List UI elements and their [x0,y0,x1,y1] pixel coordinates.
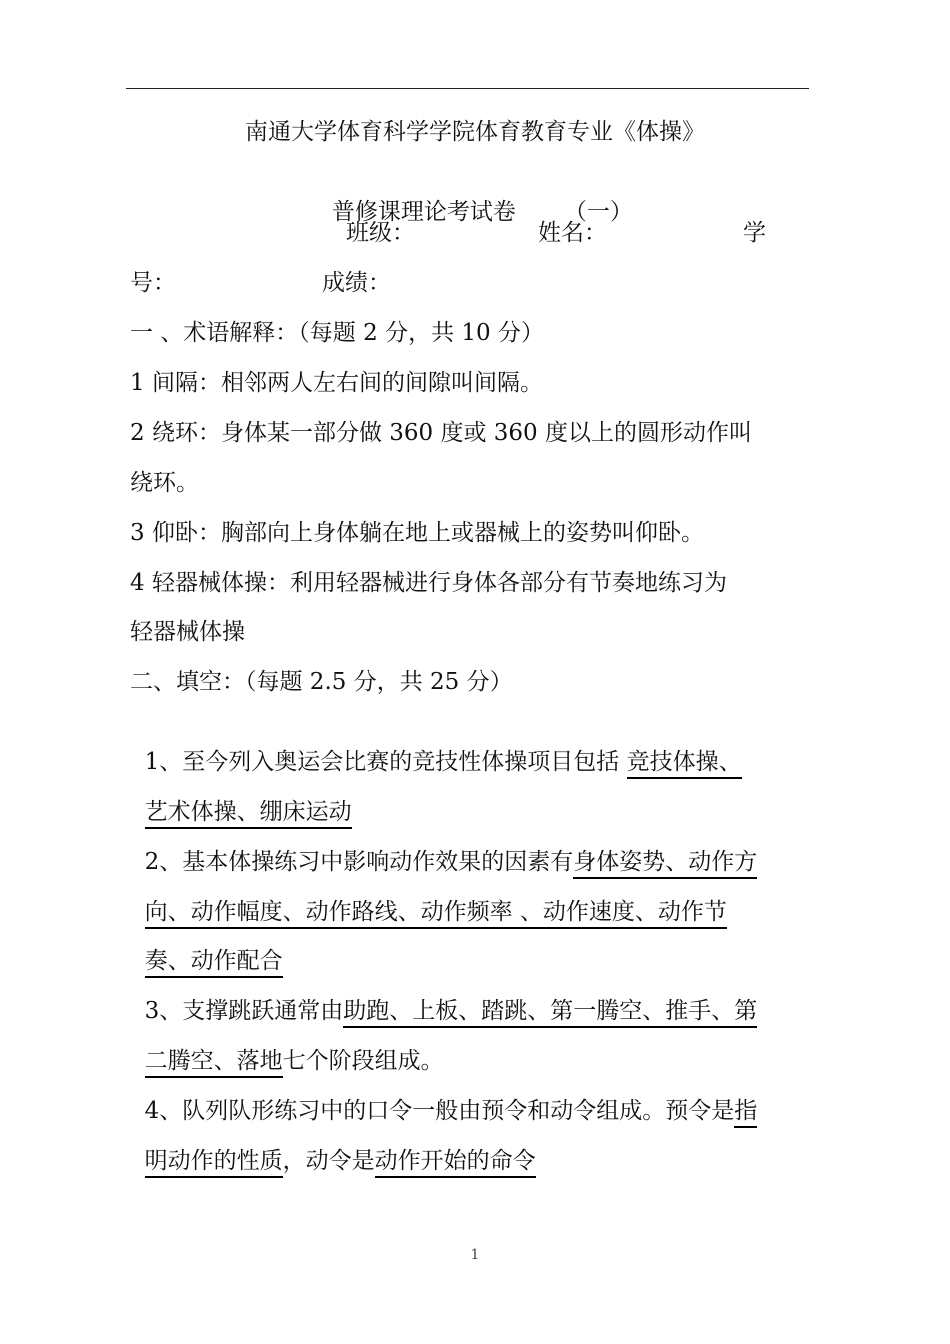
answer-underline: 向、动作幅度、动作路线、动作频率 、动作速度、动作节 [145,899,727,929]
term-item: 3 仰卧：胸部向上身体躺在地上或器械上的姿势叫仰卧。 [130,520,704,546]
score-label: 成绩： [322,270,391,296]
question-text: 七个阶段组成。 [282,1048,444,1074]
answer-underline: 艺术体操、绷床运动 [145,799,352,829]
question-text: 3、支撑跳跃通常由 [144,998,344,1024]
answer-underline: 明动作的性质 [145,1148,283,1178]
answer-underline: 指 [734,1098,757,1128]
question-text: ，动令是 [282,1148,375,1174]
question-text: 4、队列队形练习中的口令一般由预令和动令组成。预令是 [144,1098,735,1124]
term-item-continued: 轻器械体操 [130,619,245,645]
exam-title-text: 普修课理论考试卷 [331,199,516,225]
section2-heading: 二、填空：（每题 2.5 分，共 25 分） [130,669,513,695]
answer-underline: 助跑、上板、踏跳、第一腾空、推手、第 [343,998,757,1028]
answer-underline: 竞技体操、 [627,749,742,779]
exam-number: （一） [563,199,633,225]
question-text: 2、基本体操练习中影响动作效果的因素有 [144,849,574,875]
page-number: 1 [470,1247,480,1263]
name-label: 姓名： [538,220,607,246]
answer-underline: 动作开始的命令 [375,1148,536,1178]
term-item-continued: 绕环。 [130,470,199,496]
section1-heading: 一 、术语解释：（每题 2 分，共 10 分） [130,320,544,346]
student-id-label-part2: 号： [130,270,176,296]
answer-underline: 奏、动作配合 [145,948,283,978]
term-item: 4 轻器械体操：利用轻器械进行身体各部分有节奏地练习为 [130,570,727,596]
term-item: 2 绕环：身体某一部分做 360 度或 360 度以上的圆形动作叫 [130,420,752,446]
fill-question-4-continued [130,1116,536,1176]
question-text: 1、至今列入奥运会比赛的竞技性体操项目包括 [144,749,627,775]
exam-title-line2 [0,167,950,227]
answer-underline: 身体姿势、动作方 [573,849,757,879]
class-label: 班级： [346,220,415,246]
answer-underline: 二腾空、落地 [145,1048,283,1078]
header-rule [126,88,809,89]
term-item: 1 间隔：相邻两人左右间的间隙叫间隔。 [130,370,543,396]
exam-title-line1: 南通大学体育科学学院体育教育专业《体操》 [245,119,705,145]
student-id-label-part1: 学 [743,220,766,246]
